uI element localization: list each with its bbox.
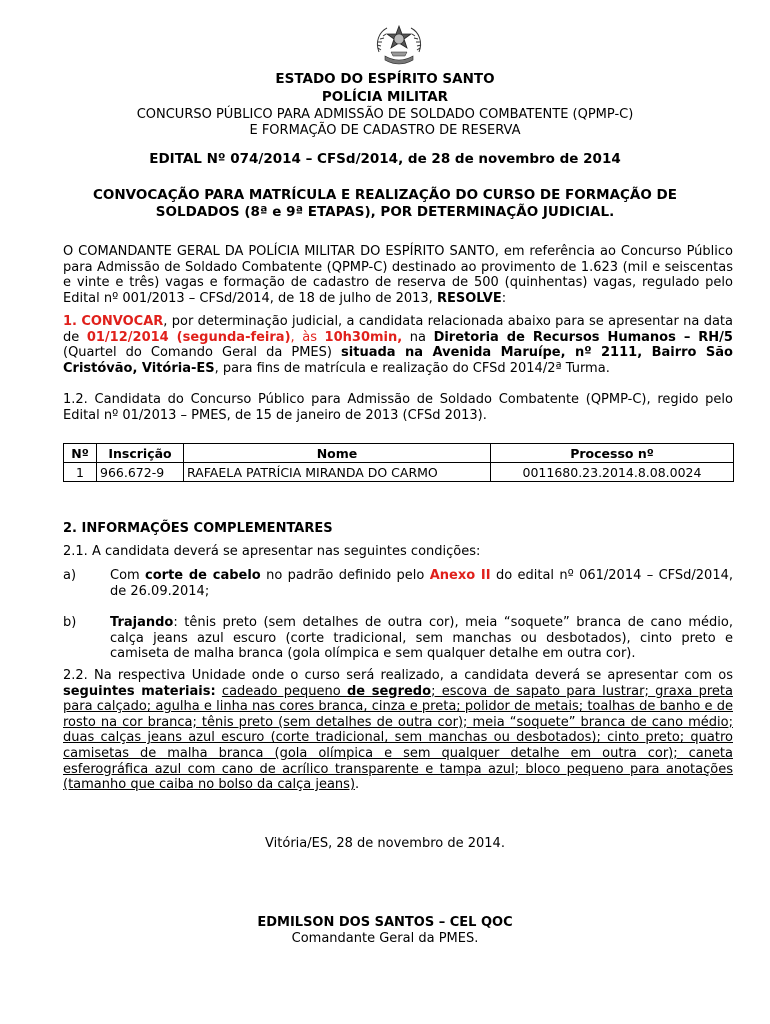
edital-title: EDITAL Nº 074/2014 – CFSd/2014, de 28 de novembro de 2014 xyxy=(149,151,621,167)
convocar-word: CONVOCAR xyxy=(81,314,164,329)
item-1-text-5: , para fins de matrícula e realização do CFSd 2014/2ª Turma. xyxy=(214,360,610,376)
signer-name: EDMILSON DOS SANTOS – CEL QOC xyxy=(257,915,513,930)
police-heading: POLÍCIA MILITAR xyxy=(321,89,449,105)
section-2-title: 2. INFORMAÇÕES COMPLEMENTARES xyxy=(63,521,333,536)
contest-line-1: CONCURSO PÚBLICO PARA ADMISSÃO DE SOLDADO COMBATENTE (QPMP-C) xyxy=(136,107,634,122)
intro-paragraph xyxy=(63,244,733,306)
item-1-2-paragraph: 1.2. Candidata do Concurso Público para Admissão de Soldado Combatente (QPMP-C), regido pelo Edital nº 01/2013 – PMES, de 15 de janeiro de 2013 (CFSd 2013). xyxy=(63,392,733,423)
item-1-paragraph xyxy=(63,314,733,376)
convocation-time: 10h30min, xyxy=(324,329,403,345)
header-inscricao: Inscrição xyxy=(97,444,184,463)
anexo-ii-reference: Anexo II xyxy=(429,568,491,583)
item-1-number: 1. xyxy=(63,314,77,329)
header-processo: Processo nº xyxy=(491,444,734,463)
item-a-text-1: Com xyxy=(110,568,146,583)
table-row xyxy=(64,463,734,482)
convocation-address: situada na Avenida Maruípe, nº 2111, Bairro São Cristóvão, Vitória-ES xyxy=(63,345,733,376)
section-2-2-paragraph xyxy=(63,668,733,793)
candidate-table xyxy=(63,443,734,482)
coat-of-arms-icon xyxy=(373,22,425,70)
s22-text-1: 2.2. Na respectiva Unidade onde o curso será realizado, a candidata deverá se apresentar com os xyxy=(63,668,733,683)
item-a-text-3: do edital nº 061/2014 – CFSd/2014, de 26.09.2014; xyxy=(110,568,733,599)
item-a-letter: a) xyxy=(63,568,77,583)
item-b-bold: Trajando xyxy=(110,615,174,630)
intro-colon: : xyxy=(501,290,507,306)
header-number: Nº xyxy=(64,444,97,463)
item-b-text-1: : tênis preto (sem detalhes de outra cor), meia “soquete” branca de cano médio, calça jeans azul escuro (corte tradicional, sem manchas ou desbotados), cinto preto e camiseta de malha branca (gola olímpica e sem qualquer detalhe em outra cor). xyxy=(110,615,733,662)
signer-title: Comandante Geral da PMES. xyxy=(291,931,479,946)
item-1-text-3: na xyxy=(402,329,434,345)
convocation-place: Diretoria de Recursos Humanos – RH/5 xyxy=(433,329,733,345)
cell-processo: 0011680.23.2014.8.08.0024 xyxy=(491,463,734,482)
item-1-text-4: (Quartel do Comando Geral da PMES) xyxy=(63,345,342,361)
item-a-text xyxy=(110,568,733,599)
resolve-word: RESOLVE xyxy=(436,290,502,306)
item-b-letter: b) xyxy=(63,615,77,630)
item-1-text-1: , por determinação judicial, a candidata relacionada abaixo para se apresentar na data de xyxy=(63,314,733,345)
s22-underlined-2: ; escova de sapato para lustrar; graxa preta para calçado; agulha e linha nas cores branca, cinza e preta; polidor de metais; toalhas de banho e de rosto na cor branca; tênis preto (sem detalhes de outra cor); meia “soquete” branca de cano médio; duas calças jeans azul escuro (corte tradicional, sem manchas ou desbotados); cinto preto; quatro camisetas de malha branca (gola olímpica e sem qualquer detalhe em outra cor); caneta esferográfica azul com cano de acrílico transparente e tampa azul; bloco pequeno para anotações (tamanho que caiba no bolso da calça jeans) xyxy=(63,683,733,793)
cell-inscricao: 966.672-9 xyxy=(97,463,184,482)
intro-text: O COMANDANTE GERAL DA POLÍCIA MILITAR DO ESPÍRITO SANTO, em referência ao Concurso Público para Admissão de Soldado Combatente (QPMP-C) destinado ao provimento de 1.623 (mil e seiscentas e vinte e três) vagas e formação de cadastro de reserva de 500 (quinhentas) vagas, regulado pelo Edital nº 001/2013 – CFSd/2014, de 18 de julho de 2013, xyxy=(63,244,733,306)
s22-materials-bold: seguintes materiais: xyxy=(63,683,216,699)
section-2-1-text: 2.1. A candidata deverá se apresentar nas seguintes condições: xyxy=(63,544,481,559)
convocation-date: 01/12/2014 (segunda-feira) xyxy=(86,329,291,345)
state-heading: ESTADO DO ESPÍRITO SANTO xyxy=(275,71,495,87)
cell-nome: RAFAELA PATRÍCIA MIRANDA DO CARMO xyxy=(184,463,491,482)
s22-end: . xyxy=(355,777,360,793)
item-b-text xyxy=(110,615,733,662)
convocation-title-line-2: SOLDADOS (8ª e 9ª ETAPAS), POR DETERMINAÇÃO JUDICIAL. xyxy=(155,204,615,220)
contest-line-2: E FORMAÇÃO DE CADASTRO DE RESERVA xyxy=(249,123,521,138)
cell-number: 1 xyxy=(64,463,97,482)
s22-underlined-1: cadeado pequeno xyxy=(221,683,347,699)
header-nome: Nome xyxy=(184,444,491,463)
item-a-bold: corte de cabelo xyxy=(145,568,261,583)
item-1-text-2: , às xyxy=(290,329,325,345)
s22-underlined-bold: de segredo xyxy=(346,683,432,699)
item-a-text-2: no padrão definido pelo xyxy=(260,568,430,583)
convocation-title-line-1: CONVOCAÇÃO PARA MATRÍCULA E REALIZAÇÃO DO CURSO DE FORMAÇÃO DE xyxy=(93,187,677,203)
place-date: Vitória/ES, 28 de novembro de 2014. xyxy=(265,836,505,851)
table-header-row xyxy=(64,444,734,463)
